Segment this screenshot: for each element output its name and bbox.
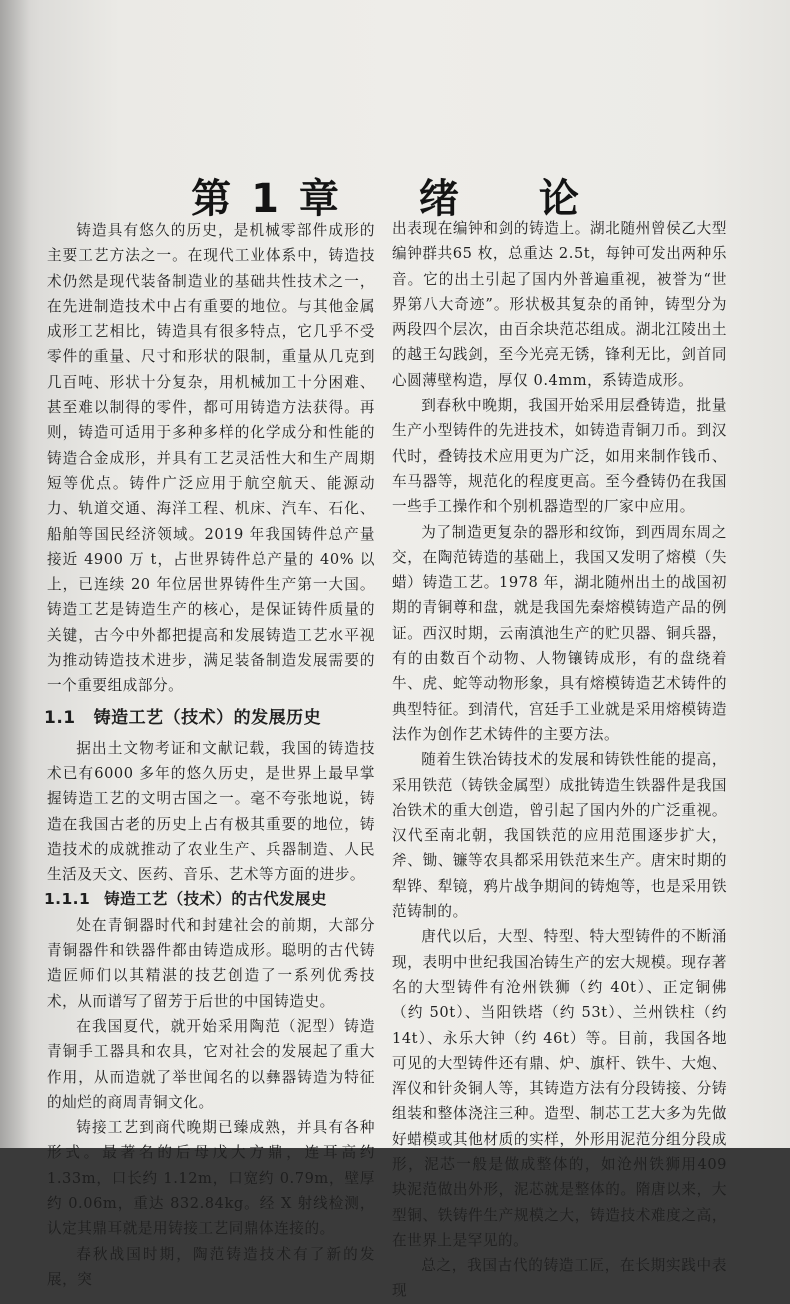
section-number: 1.1 xyxy=(44,707,76,728)
right-column xyxy=(392,216,727,1304)
paragraph: 据出土文物考证和文献记载，我国的铸造技术已有6000 多年的悠久历史，是世界上最早掌握铸造工艺的文明古国之一。毫不夸张地说，铸造在我国古老的历史上占有极其重要的地位，铸造技术的成就推动了农业生产、兵器制造、人民生活及天文、医药、音乐、艺术等方面的进步。 xyxy=(47,739,375,884)
chapter-title: 第1章 绪 论 xyxy=(191,175,599,222)
paragraph: 在我国夏代，就开始采用陶范（泥型）铸造青铜手工器具和农具，它对社会的发展起了重大作用，从而造就了举世闻名的以彝器铸造为特征的灿烂的商周青铜文化。 xyxy=(47,1017,375,1111)
section-heading-1-1 xyxy=(44,704,375,732)
section-number: 1.1.1 xyxy=(44,890,91,909)
left-column xyxy=(44,218,375,1292)
paragraph: 出表现在编钟和剑的铸造上。湖北随州曾侯乙大型编钟群共65 枚，总重达 2.5t，每钟可发出两种乐音。它的出土引起了国内外普遍重视，被誉为“世界第八大奇迹”。形状极其复杂的甬钟，铸型分为两段四个层次，由百余块范芯组成。湖北江陵出土的越王勾践剑，至今光亮无锈，锋利无比，剑首同心圆薄壁构造，厚仅 0.4mm，系铸造成形。 xyxy=(392,220,727,389)
section-title: 铸造工艺（技术）的古代发展史 xyxy=(104,890,327,909)
paragraph: 铸造具有悠久的历史，是机械零部件成形的主要工艺方法之一。在现代工业体系中，铸造技术仍然是现代装备制造业的基础共性技术之一，在先进制造技术中占有重要的地位。与其他金属成形工艺相比，铸造具有很多特点，它几乎不受零件的重量、尺寸和形状的限制，重量从几克到几百吨、形状十分复杂，用机械加工十分困难、甚至难以制得的零件，都可用铸造方法获得。再则，铸造可适用于多种多样的化学成分和性能的铸造合金成形，并具有工艺灵活性大和生产周期短等优点。铸件广泛应用于航空航天、能源动力、轨道交通、海洋工程、机床、汽车、石化、船舶等国民经济领域。2019 年我国铸件总产量接近 4900 万 t，占世界铸件总产量的 40% 以上，已连续 20 年位居世界铸件生产第一大国。铸造工艺是铸造生产的核心，是保证铸件质量的关键，古今中外都把提高和发展铸造工艺水平视为推动铸造技术进步，满足装备制造发展需要的一个重要组成部分。 xyxy=(47,222,375,695)
paragraph: 铸接工艺到商代晚期已臻成熟，并具有各种形式。最著名的后母戊大方鼎，连耳高约 1.33m，口长约 1.12m，口宽约 0.79m，壁厚约 0.06m，重达 832.84kg。经 X 射线检测，认定其鼎耳就是用铸接工艺同鼎体连接的。 xyxy=(47,1119,375,1238)
paragraph: 处在青铜器时代和封建社会的前期，大部分青铜器件和铁器件都由铸造成形。聪明的古代铸造匠师们以其精湛的技艺创造了一系列优秀技术，从而谱写了留芳于后世的中国铸造史。 xyxy=(47,916,375,1010)
paragraph: 随着生铁冶铸技术的发展和铸铁性能的提高，采用铁范（铸铁金属型）成批铸造生铁器件是我国冶铁术的重大创造，曾引起了国内外的广泛重视。汉代至南北朝，我国铁范的应用范围逐步扩大，斧、锄、镰等农具都采用铁范来生产。唐宋时期的犁铧、犁镜，鸦片战争期间的铸炮等，也是采用铁范铸制的。 xyxy=(392,751,727,921)
paragraph: 唐代以后，大型、特型、特大型铸件的不断涌现，表明中世纪我国冶铸生产的宏大规模。现存著名的大型铸件有沧州铁狮（约 40t）、正定铜佛（约 50t）、当阳铁塔（约 53t）、兰州铁柱（约 14t）、永乐大钟（约 46t）等。目前，我国各地可见的大型铸件还有鼎、炉、旗杆、铁牛、大炮、浑仪和针灸铜人等，其铸造方法有分段铸接、分铸组装和整体浇注三种。造型、制芯工艺大多为先做好蜡模或其他材质的实样，外形用泥范分组分段成形，泥芯一般是做成整体的，如沧州铁狮用409 块泥范做出外形，泥芯就是整体的。隋唐以来，大型铜、铁铸件生产规模之大，铸造技术难度之高，在世界上是罕见的。 xyxy=(392,928,727,1249)
section-title: 铸造工艺（技术）的发展历史 xyxy=(93,707,322,728)
section-heading-1-1-1 xyxy=(44,887,375,912)
paragraph: 总之，我国古代的铸造工匠，在长期实践中表现 xyxy=(392,1257,727,1300)
paragraph: 为了制造更复杂的器形和纹饰，到西周东周之交，在陶范铸造的基础上，我国又发明了熔模（失蜡）铸造工艺。1978 年，湖北随州出土的战国初期的青铜尊和盘，就是我国先秦熔模铸造产品的例证。西汉时期，云南滇池生产的贮贝器、铜兵器，有的由数百个动物、人物镶铸成形，有的盘绕着牛、虎、蛇等动物形象，具有熔模铸造艺术铸件的典型特征。到清代，宫廷手工业就是采用熔模铸造法作为创作艺术铸件的主要方法。 xyxy=(392,523,727,743)
paragraph: 春秋战国时期，陶范铸造技术有了新的发展，突 xyxy=(47,1245,375,1288)
paragraph: 到春秋中晚期，我国开始采用层叠铸造，批量生产小型铸件的先进技术，如铸造青铜刀币。到汉代时，叠铸技术应用更为广泛，如用来制作钱币、车马器等，规范化的程度更高。至今叠铸仍在我国一些手工操作和个别机器造型的厂家中应用。 xyxy=(392,397,727,516)
